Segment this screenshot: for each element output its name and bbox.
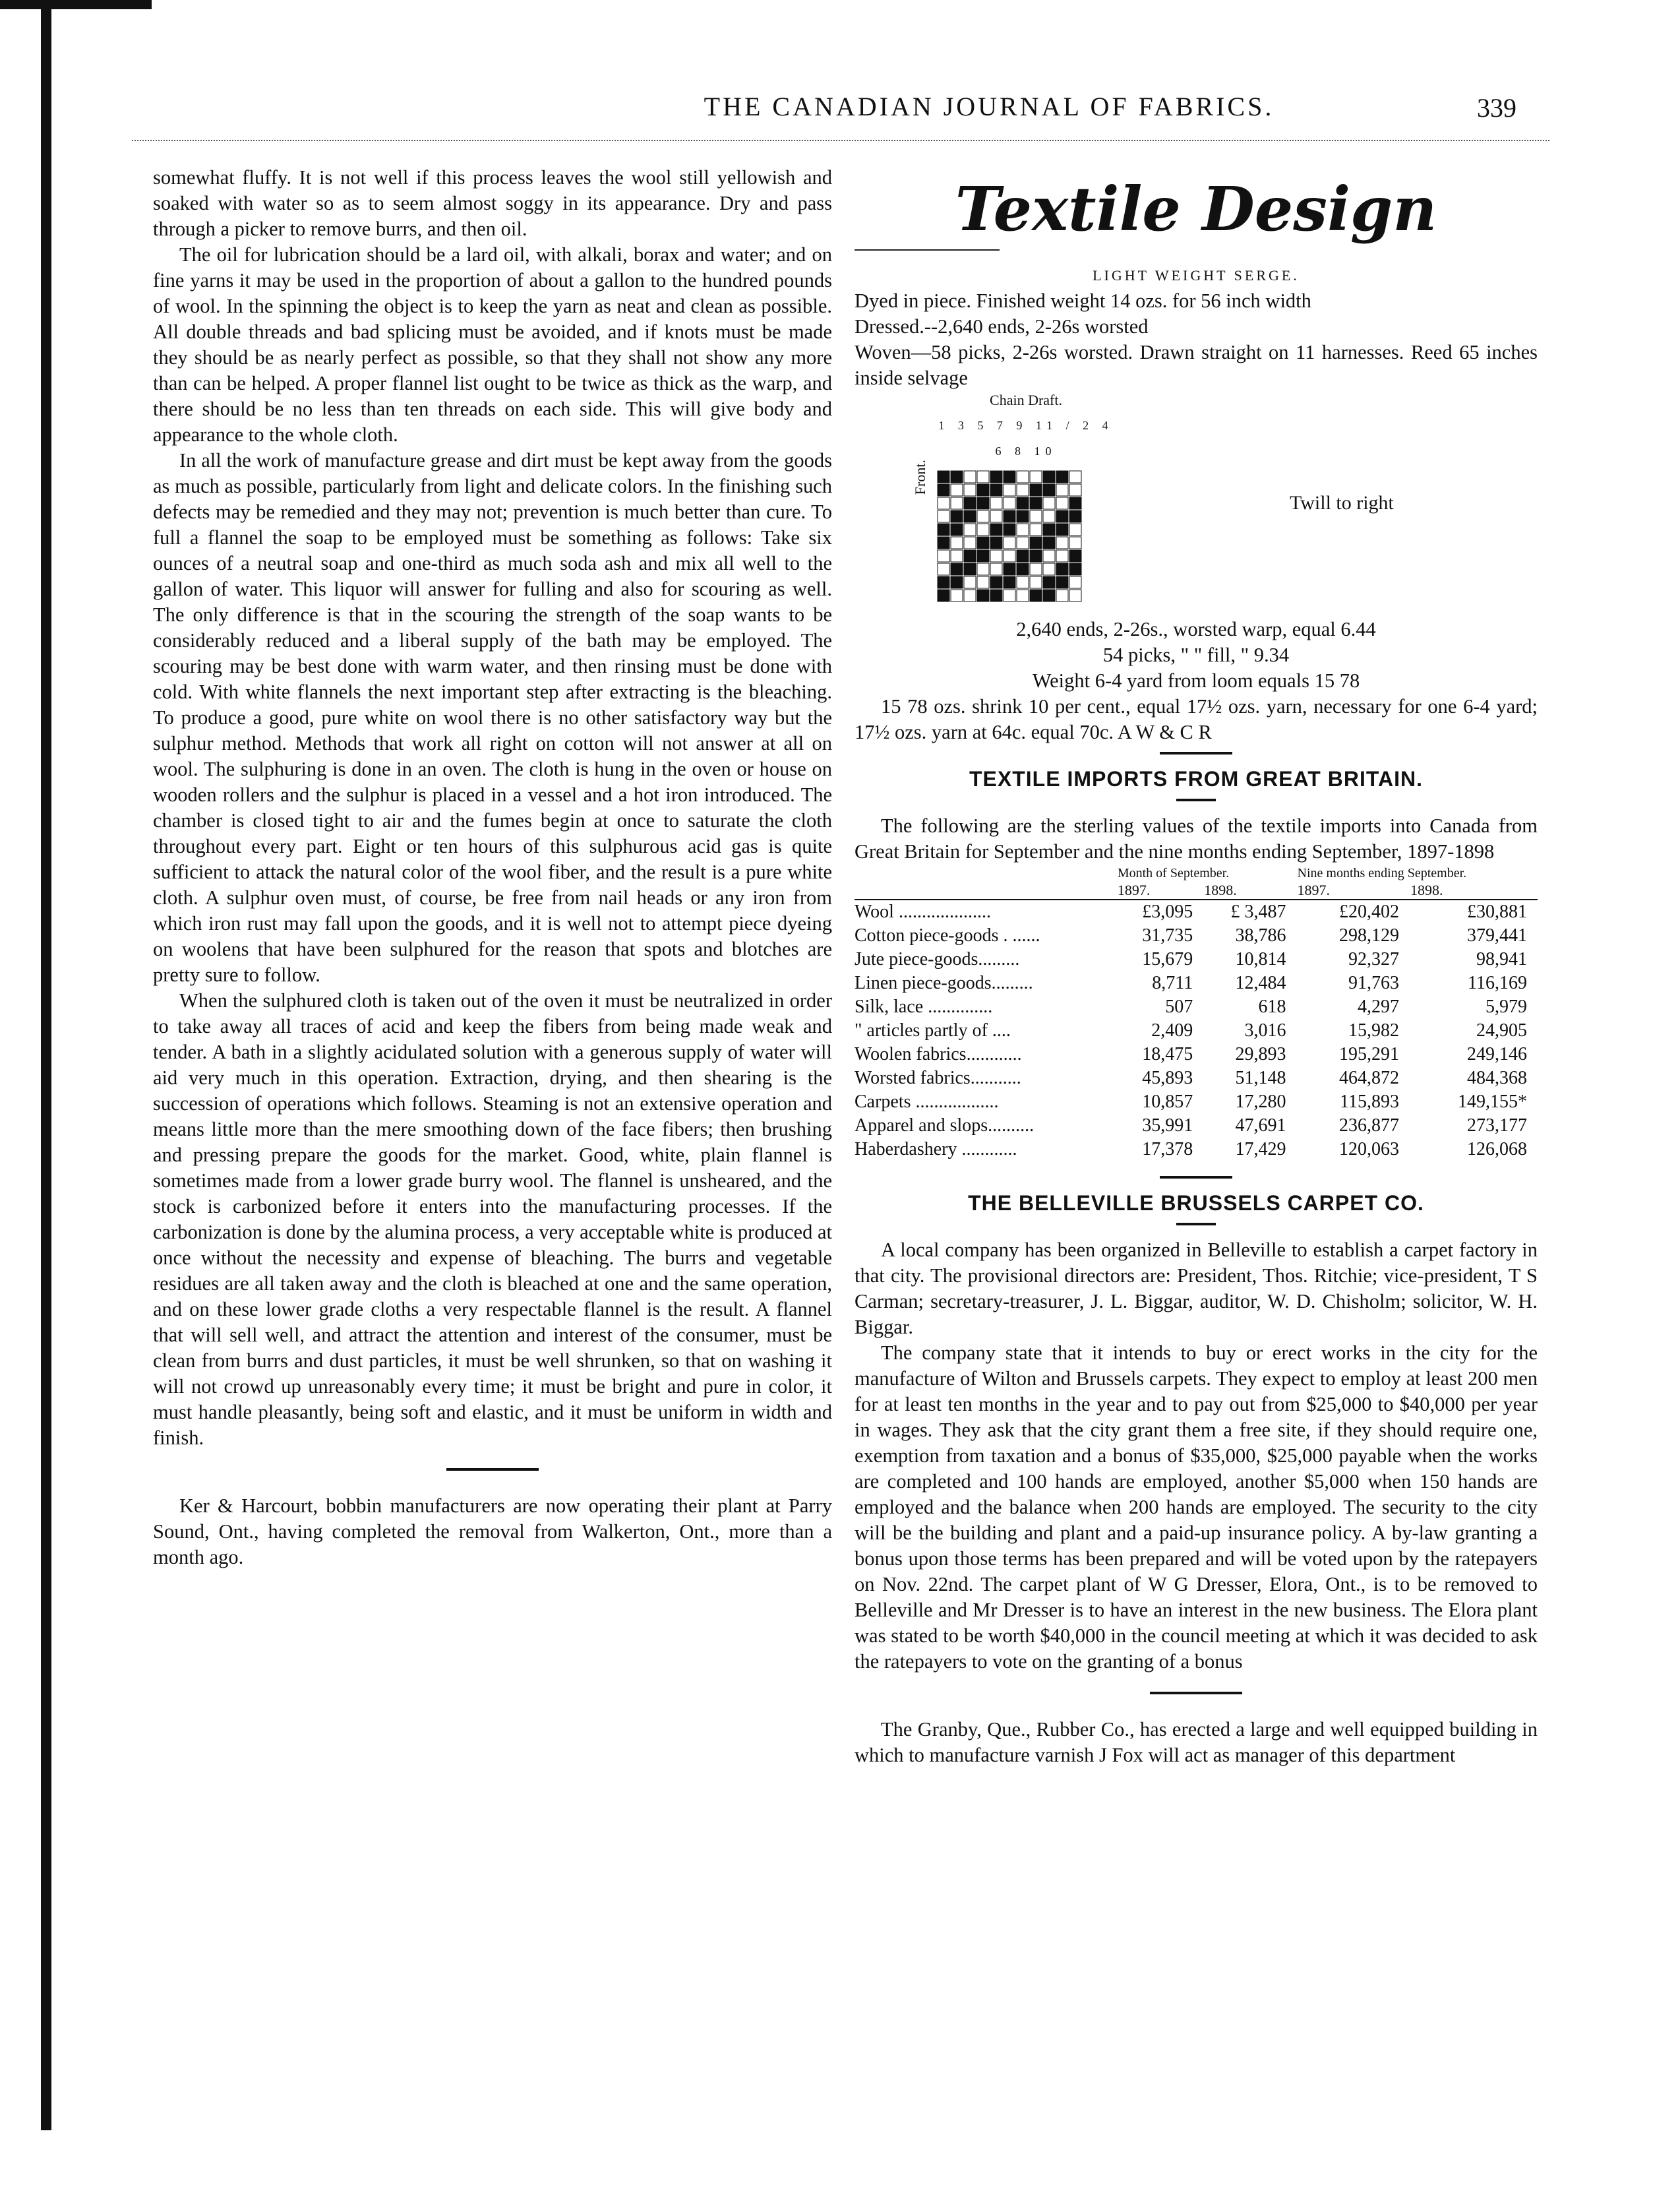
table-cell: 484,368 [1467, 1068, 1527, 1088]
draft-cell [1056, 563, 1068, 575]
draft-cell [1043, 537, 1055, 549]
draft-cell [977, 510, 989, 522]
paragraph: The oil for lubrication should be a lard oil, with alkali, borax and water; and on fine yarns it may be used in the proportion of about a gallon to the hundred pounds of wool. In the spinning the object is to keep the yarn as neat and clean as possible. All double threads and bad splicing must be avoided, and if knots must be made they should be as nearly perfect as possible, so that they shall not show any more than can be helped. A proper flannel list ought to be twice as thick as the warp, and there should be no less than ten threads on each side. This will give body and appearance to the whole cloth. [153, 243, 832, 446]
draft-cell [1004, 563, 1015, 575]
table-cell: 12,484 [1235, 973, 1286, 993]
draft-cell [1004, 510, 1015, 522]
draft-cell [1030, 537, 1042, 549]
draft-cell [951, 550, 963, 562]
row-label: Apparel and slops.......... [855, 1115, 1035, 1136]
table-row [855, 900, 1538, 924]
table-cell: 18,475 [1142, 1044, 1193, 1064]
belleville-paragraph: A local company has been organized in Belleville to establish a carpet factory in that city. The provisional directors are: President, Thos. Ritchie; vice-president, T S Carman; secretary-treasurer, J. L. Biggar, auditor, W. D. Chisholm; solicitor, W. H. Biggar. [855, 1239, 1538, 1338]
draft-cell [990, 550, 1002, 562]
draft-cell [1017, 497, 1029, 509]
draft-cell [1043, 484, 1055, 496]
draft-cell [1017, 484, 1029, 496]
draft-cell [990, 497, 1002, 509]
table-row [855, 1043, 1538, 1066]
row-label: Wool .................... [855, 902, 991, 922]
table-cell: 10,857 [1142, 1092, 1193, 1112]
design-spec: Dressed.--2,640 ends, 2-26s worsted [855, 315, 1149, 338]
top-corner-rule [0, 0, 152, 9]
table-cell: 38,786 [1235, 925, 1286, 946]
draft-cell [1069, 524, 1081, 536]
year-header: 1897. [1297, 882, 1410, 900]
table-cell: 507 [1165, 997, 1193, 1017]
draft-cell [1056, 497, 1068, 509]
table-cell: 17,280 [1235, 1092, 1286, 1112]
draft-cell [964, 524, 976, 536]
row-label: Linen piece-goods......... [855, 973, 1033, 993]
imports-heading: TEXTILE IMPORTS FROM GREAT BRITAIN. [969, 767, 1423, 791]
row-label: Carpets .................. [855, 1092, 999, 1112]
imports-table [855, 865, 1538, 1161]
row-label: Cotton piece-goods . ...... [855, 925, 1040, 946]
draft-cell [938, 510, 949, 522]
table-cell: 15,679 [1142, 949, 1193, 970]
group-header-month: Month of September. [1117, 866, 1230, 880]
draft-cell [1069, 484, 1081, 496]
paragraph: In all the work of manufacture grease and dirt must be kept away from the goods as much as possible, particularly from light and delicate colors. In the finishing such defects may be remedied and they may not; prevention is much better than cure. To full a flannel the soap to be employed must be something as follows: Take six ounces of a neutral soap and one-third as much soda ash and mix all well to the gallon of water. This liquor will answer for fulling and also for scouring as well. The only difference is that in the scouring the strength of the soap wants to be considerably reduced and a liberal supply of the bath may be employed. The scouring may be best done with warm water, and then rinsing must be done with cold. With white flannels the next important step after extracting is the bleaching. To produce a good, pure white on wool there is no other satisfactory way but the sulphur method. Methods that work all right on cotton will not answer at all on wool. The sulphuring is done in an oven. The cloth is hung in the oven or house on wooden rollers and the sulphur is placed in a vessel and a hot iron introduced. The chamber is closed tight to air and the fumes begin at once to saturate the cloth throughout every part. Eight or ten hours of this sulphurous acid gas is quite sufficient to attack the natural color of the wool fiber, and the result is a pure white cloth. A sulphur oven must, of course, be free from nail heads or any iron from which iron rust may fall upon the goods, and it is well not to attempt piece dyeing on woolens that have been sulphured for the reason that spots and blotches are pretty sure to follow. [153, 449, 832, 986]
draft-cell [938, 576, 949, 588]
draft-cell [1004, 497, 1015, 509]
draft-cell [951, 497, 963, 509]
draft-cell [1069, 537, 1081, 549]
draft-cell [1017, 563, 1029, 575]
draft-cell [1069, 510, 1081, 522]
draft-cell [1043, 563, 1055, 575]
draft-cell [1056, 484, 1068, 496]
table-row [855, 948, 1538, 971]
draft-cell [1043, 590, 1055, 601]
draft-cell [1069, 550, 1081, 562]
draft-cell [990, 524, 1002, 536]
chain-draft-grid [934, 467, 1092, 612]
header-rule [132, 140, 1549, 141]
belleville-paragraph: The company state that it intends to buy or erect works in the city for the manufacture of Wilton and Brussels carpets. They expect to employ at least 200 men for at least ten months in the year and to pay out from $25,000 to $40,000 per year in wages. They ask that the city grant them a free site, if they should require one, exemption from taxation and a bonus of $35,000, $25,000 payable when the works are completed and 100 hands are employed, another $5,000 when 150 hands are employed and the balance when 200 hands are employed. The security to the city will be the building and plant and a paid-up insurance policy. A by-law granting a bonus upon those terms has been prepared and will be voted upon by the ratepayers on Nov. 22nd. The carpet plant of W G Dresser, Elora, Ont., is to be removed to Belleville and Mr Dresser is to have an interest in the new business. The Elora plant was stated to be worth $40,000 in the council meeting at which it was decided to ask the ratepayers to vote on the granting of a bonus [855, 1341, 1538, 1673]
draft-cell [1043, 510, 1055, 522]
draft-cell [1004, 484, 1015, 496]
section-divider [446, 1468, 539, 1471]
section-divider [1160, 752, 1232, 755]
granby-notice: The Granby, Que., Rubber Co., has erected a large and well equipped building in which to manufacture varnish J Fox will act as manager of this department [855, 1718, 1538, 1766]
table-cell: £20,402 [1339, 902, 1400, 922]
row-label: Worsted fabrics........... [855, 1068, 1021, 1088]
paragraph: somewhat fluffy. It is not well if this process leaves the wool still yellowish and soaked with water so as to seem almost soggy in its appearance. Dry and pass through a picker to remove burrs, and then oil. [153, 166, 832, 240]
table-row [855, 1114, 1538, 1138]
draft-cell [1056, 524, 1068, 536]
table-cell: 92,327 [1348, 949, 1400, 970]
title-underline [855, 249, 1000, 251]
draft-cell [951, 537, 963, 549]
table-cell: 17,378 [1142, 1139, 1193, 1159]
draft-cell [951, 524, 963, 536]
table-cell: 47,691 [1235, 1115, 1286, 1136]
table-cell: 31,735 [1142, 925, 1193, 946]
draft-cell [1004, 576, 1015, 588]
table-cell: 236,877 [1339, 1115, 1400, 1136]
draft-cell [1056, 576, 1068, 588]
row-label: Silk, lace .............. [855, 997, 993, 1017]
draft-cell [977, 497, 989, 509]
table-cell: 464,872 [1339, 1068, 1400, 1088]
table-cell: 3,016 [1244, 1020, 1286, 1041]
draft-cell [1069, 576, 1081, 588]
table-row [855, 1090, 1538, 1114]
twill-label: Twill to right [1290, 491, 1394, 514]
row-label: Woolen fabrics............ [855, 1044, 1022, 1064]
table-cell: 8,711 [1152, 973, 1193, 993]
table-cell: 15,982 [1348, 1020, 1400, 1041]
draft-cell [977, 524, 989, 536]
left-margin-rule [41, 0, 51, 2130]
draft-cell [1056, 510, 1068, 522]
table-cell: 116,169 [1468, 973, 1527, 993]
chain-draft [912, 391, 1538, 611]
draft-cell [1004, 590, 1015, 601]
table-cell: 149,155* [1458, 1092, 1527, 1112]
draft-cell [1017, 537, 1029, 549]
draft-cell [990, 563, 1002, 575]
draft-cell [964, 590, 976, 601]
design-spec: Dyed in piece. Finished weight 14 ozs. for 56 inch width [855, 290, 1311, 312]
draft-cell [990, 537, 1002, 549]
front-label: Front. [912, 459, 928, 495]
left-column [153, 165, 832, 1570]
draft-cell [938, 550, 949, 562]
draft-cell [1004, 524, 1015, 536]
row-label: Jute piece-goods......... [855, 949, 1020, 970]
table-cell: 2,409 [1151, 1020, 1193, 1041]
draft-cell [977, 563, 989, 575]
group-header-nine-months: Nine months ending September. [1297, 866, 1467, 880]
design-subtitle: LIGHT WEIGHT SERGE. [1093, 267, 1300, 284]
calc-line: 54 picks, " " fill, " 9.34 [1102, 644, 1290, 666]
table-row [855, 1066, 1538, 1090]
chain-draft-numbers: 1 3 5 7 9 11 / 2 4 6 8 10 [938, 418, 1114, 458]
draft-cell [1017, 550, 1029, 562]
table-cell: 45,893 [1142, 1068, 1193, 1088]
draft-cell [1004, 537, 1015, 549]
draft-cell [951, 563, 963, 575]
draft-cell [1030, 563, 1042, 575]
draft-cell [951, 484, 963, 496]
draft-cell [1043, 497, 1055, 509]
table-cell: 5,979 [1485, 997, 1527, 1017]
draft-cell [1069, 590, 1081, 601]
table-row [855, 995, 1538, 1019]
draft-cell [1043, 471, 1055, 483]
page-number: 339 [1477, 93, 1516, 123]
draft-cell [1069, 563, 1081, 575]
table-cell: 29,893 [1235, 1044, 1286, 1064]
paragraph: When the sulphured cloth is taken out of the oven it must be neutralized in order to take away all traces of acid and keep the fibers from being made weak and tender. A bath in a slightly acidulated solution with a generous supply of water will aid very much in this operation. Extraction, drying, and then shearing is the succession of operations which follows. Steaming is not an extensive operation and means little more than the mere smoothing down of the face fibers; then brushing and pressing prepare the goods for the market. Good, white, plain flannel is sometimes made from a lower grade burry wool. The flannel is unsheared, and the stock is carbonized before it enters into the manufacturing processes. If the carbonization is done by the alumina process, a very acceptable white is produced at once without the necessity and expense of bleaching. The burrs and vegetable residues are all taken away and the cloth is bleached at one and the same operation, and on these lower grade cloths a very respectable flannel is the result. A flannel that will sell well, and attract the attention and interest of the consumer, must be clean from burrs and dust particles, it must be well shrunken, so that on washing it will not crowd up unreasonably every time; it must be bright and pure in color, it must handle pleasantly, being soft and elastic, and it must be uniform in width and finish. [153, 989, 832, 1449]
table-cell: 115,893 [1340, 1092, 1400, 1112]
table-cell: 298,129 [1339, 925, 1400, 946]
row-label: " articles partly of .... [855, 1020, 1011, 1041]
draft-cell [990, 576, 1002, 588]
draft-cell [938, 471, 949, 483]
draft-cell [1017, 524, 1029, 536]
draft-cell [1056, 590, 1068, 601]
draft-cell [938, 563, 949, 575]
table-cell: 4,297 [1358, 997, 1400, 1017]
calc-line: 2,640 ends, 2-26s., worsted warp, equal 6.44 [1016, 618, 1376, 640]
section-divider [1176, 1223, 1216, 1225]
draft-cell [977, 484, 989, 496]
calc-line: 15 78 ozs. shrink 10 per cent., equal 17½ ozs. yarn, necessary for one 6-4 yard; 17½ ozs. yarn at 64c. equal 70c. A W & C R [855, 695, 1538, 743]
draft-cell [1069, 497, 1081, 509]
draft-cell [964, 497, 976, 509]
table-cell: 120,063 [1339, 1139, 1400, 1159]
draft-cell [1030, 497, 1042, 509]
draft-cell [1030, 524, 1042, 536]
draft-cell [1017, 510, 1029, 522]
draft-cell [1043, 550, 1055, 562]
table-cell: 24,905 [1476, 1020, 1527, 1041]
draft-cell [1030, 576, 1042, 588]
year-header: 1898. [1410, 882, 1538, 900]
draft-cell [951, 590, 963, 601]
table-cell: 379,441 [1467, 925, 1527, 946]
draft-cell [951, 510, 963, 522]
draft-cell [990, 484, 1002, 496]
draft-cell [964, 576, 976, 588]
draft-cell [1043, 524, 1055, 536]
draft-cell [977, 576, 989, 588]
draft-cell [938, 524, 949, 536]
draft-cell [938, 537, 949, 549]
table-cell: 98,941 [1476, 949, 1527, 970]
table-cell: 17,429 [1235, 1139, 1286, 1159]
draft-cell [1017, 576, 1029, 588]
draft-cell [1017, 471, 1029, 483]
draft-cell [1056, 471, 1068, 483]
table-row [855, 1138, 1538, 1161]
table-row [855, 1019, 1538, 1043]
draft-cell [990, 590, 1002, 601]
draft-cell [1030, 590, 1042, 601]
draft-cell [951, 471, 963, 483]
draft-cell [964, 484, 976, 496]
draft-cell [938, 497, 949, 509]
draft-cell [938, 484, 949, 496]
table-cell: 126,068 [1467, 1139, 1527, 1159]
year-header: 1898. [1203, 882, 1296, 900]
draft-cell [977, 550, 989, 562]
table-cell: 51,148 [1235, 1068, 1286, 1088]
ker-harcourt-notice: Ker & Harcourt, bobbin manufacturers are now operating their plant at Parry Sound, Ont., having completed the removal from Walkerton, Ont., more than a month ago. [153, 1494, 832, 1568]
draft-cell [964, 550, 976, 562]
draft-cell [964, 537, 976, 549]
section-divider [1160, 1176, 1232, 1179]
draft-cell [1030, 484, 1042, 496]
draft-cell [1030, 510, 1042, 522]
textile-design-title: Textile Design [955, 173, 1437, 245]
draft-cell [964, 510, 976, 522]
draft-cell [990, 510, 1002, 522]
draft-cell [938, 590, 949, 601]
draft-cell [964, 563, 976, 575]
draft-cell [977, 590, 989, 601]
draft-cell [1043, 576, 1055, 588]
year-header: 1897. [1117, 882, 1203, 900]
draft-cell [990, 471, 1002, 483]
journal-title: THE CANADIAN JOURNAL OF FABRICS. [704, 92, 1275, 121]
draft-cell [1030, 550, 1042, 562]
chain-draft-label: Chain Draft. [990, 391, 1062, 408]
table-row [855, 924, 1538, 948]
table-cell: 10,814 [1235, 949, 1286, 970]
draft-cell [1056, 537, 1068, 549]
draft-cell [977, 471, 989, 483]
table-cell: £30,881 [1467, 902, 1527, 922]
draft-cell [1069, 471, 1081, 483]
belleville-heading: THE BELLEVILLE BRUSSELS CARPET CO. [968, 1191, 1424, 1215]
section-divider [1176, 799, 1216, 801]
row-label: Haberdashery ............ [855, 1139, 1017, 1159]
table-cell: 273,177 [1467, 1115, 1527, 1136]
table-cell: 91,763 [1348, 973, 1400, 993]
draft-cell [1004, 550, 1015, 562]
right-column [855, 165, 1538, 1768]
table-cell: 249,146 [1467, 1044, 1527, 1064]
design-spec: Woven—58 picks, 2-26s worsted. Drawn straight on 11 harnesses. Reed 65 inches inside selvage [855, 341, 1538, 389]
draft-cell [1004, 471, 1015, 483]
draft-cell [964, 471, 976, 483]
table-cell: £ 3,487 [1230, 902, 1286, 922]
table-row [855, 971, 1538, 995]
draft-cell [1030, 471, 1042, 483]
imports-intro: The following are the sterling values of the textile imports into Canada from Great Britain for September and the nine months ending September, 1897-1898 [855, 815, 1538, 863]
draft-cell [1056, 550, 1068, 562]
table-cell: £3,095 [1142, 902, 1193, 922]
draft-cell [977, 537, 989, 549]
table-cell: 195,291 [1339, 1044, 1400, 1064]
calc-line: Weight 6-4 yard from loom equals 15 78 [1032, 669, 1360, 692]
draft-cell [951, 576, 963, 588]
table-cell: 618 [1258, 997, 1286, 1017]
section-divider [1150, 1692, 1242, 1694]
draft-cell [1017, 590, 1029, 601]
table-cell: 35,991 [1142, 1115, 1193, 1136]
